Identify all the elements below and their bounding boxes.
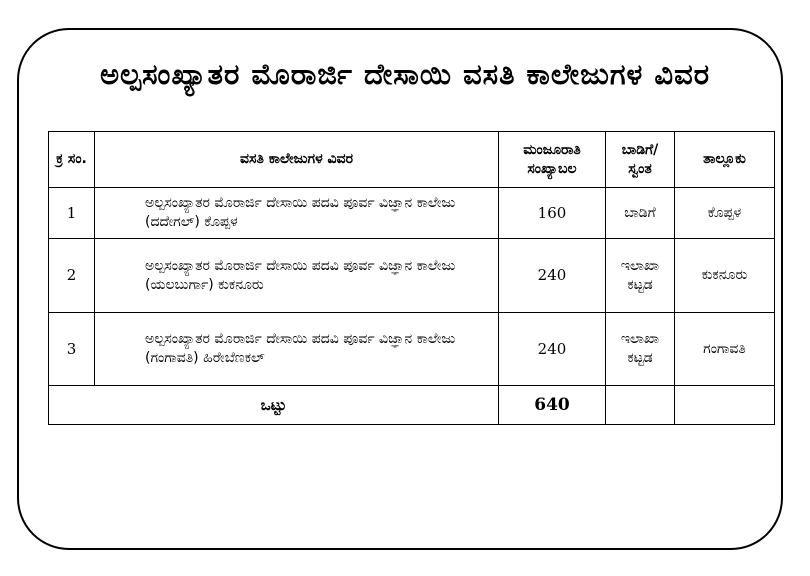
row-strength: 240 xyxy=(499,239,606,313)
row-building: ಇಲಾಖಾ ಕಟ್ಟಡ xyxy=(606,239,675,313)
row-building: ಇಲಾಖಾ ಕಟ್ಟಡ xyxy=(606,313,675,386)
page-title: ಅಲ್ಪಸಂಖ್ಯಾತರ ಮೊರಾರ್ಜಿ ದೇಸಾಯಿ ವಸತಿ ಕಾಲೇಜುಗಳ ವಿವರ xyxy=(99,57,711,91)
row-strength: 240 xyxy=(499,313,606,386)
header-building: ಬಾಡಿಗೆ/ ಸ್ವಂತ xyxy=(606,132,675,188)
row-taluk: ಕುಕನೂರು xyxy=(675,239,775,313)
row-college: ಅಲ್ಪಸಂಖ್ಯಾತರ ಮೊರಾರ್ಜಿ ದೇಸಾಯಿ ಪದವಿ ಪೂರ್ವ ವಿಜ್ಞಾನ ಕಾಲೇಜು (ದದೇಗಲ್) ಕೊಪ್ಪಳ xyxy=(95,188,499,239)
row-taluk: ಗಂಗಾವತಿ xyxy=(675,313,775,386)
table-row xyxy=(49,188,775,239)
table-header-row xyxy=(49,132,775,188)
header-college: ವಸತಿ ಕಾಲೇಜುಗಳ ವಿವರ xyxy=(95,132,499,188)
header-taluk: ತಾಲ್ಲೂಕು xyxy=(675,132,775,188)
row-strength: 160 xyxy=(499,188,606,239)
header-serial: ಕ್ರ ಸಂ. xyxy=(49,132,95,188)
row-building: ಬಾಡಿಗೆ xyxy=(606,188,675,239)
row-serial: 2 xyxy=(49,239,95,313)
table-row xyxy=(49,239,775,313)
colleges-table xyxy=(48,131,775,425)
table-row xyxy=(49,313,775,386)
row-serial: 1 xyxy=(49,188,95,239)
total-empty-taluk xyxy=(675,386,775,425)
row-college: ಅಲ್ಪಸಂಖ್ಯಾತರ ಮೊರಾರ್ಜಿ ದೇಸಾಯಿ ಪದವಿ ಪೂರ್ವ ವಿಜ್ಞಾನ ಕಾಲೇಜು (ಗಂಗಾವತಿ) ಹಿರೇಬೆಣಕಲ್ xyxy=(95,313,499,386)
row-college: ಅಲ್ಪಸಂಖ್ಯಾತರ ಮೊರಾರ್ಜಿ ದೇಸಾಯಿ ಪದವಿ ಪೂರ್ವ ವಿಜ್ಞಾನ ಕಾಲೇಜು (ಯಲಬುರ್ಗಾ) ಕುಕನೂರು xyxy=(95,239,499,313)
header-strength: ಮಂಜೂರಾತಿ ಸಂಖ್ಯಾಬಲ xyxy=(499,132,606,188)
total-label: ಒಟ್ಟು xyxy=(49,386,499,425)
total-value: 640 xyxy=(499,386,606,425)
total-empty-building xyxy=(606,386,675,425)
row-taluk: ಕೊಪ್ಪಳ xyxy=(675,188,775,239)
row-serial: 3 xyxy=(49,313,95,386)
total-row xyxy=(49,386,775,425)
